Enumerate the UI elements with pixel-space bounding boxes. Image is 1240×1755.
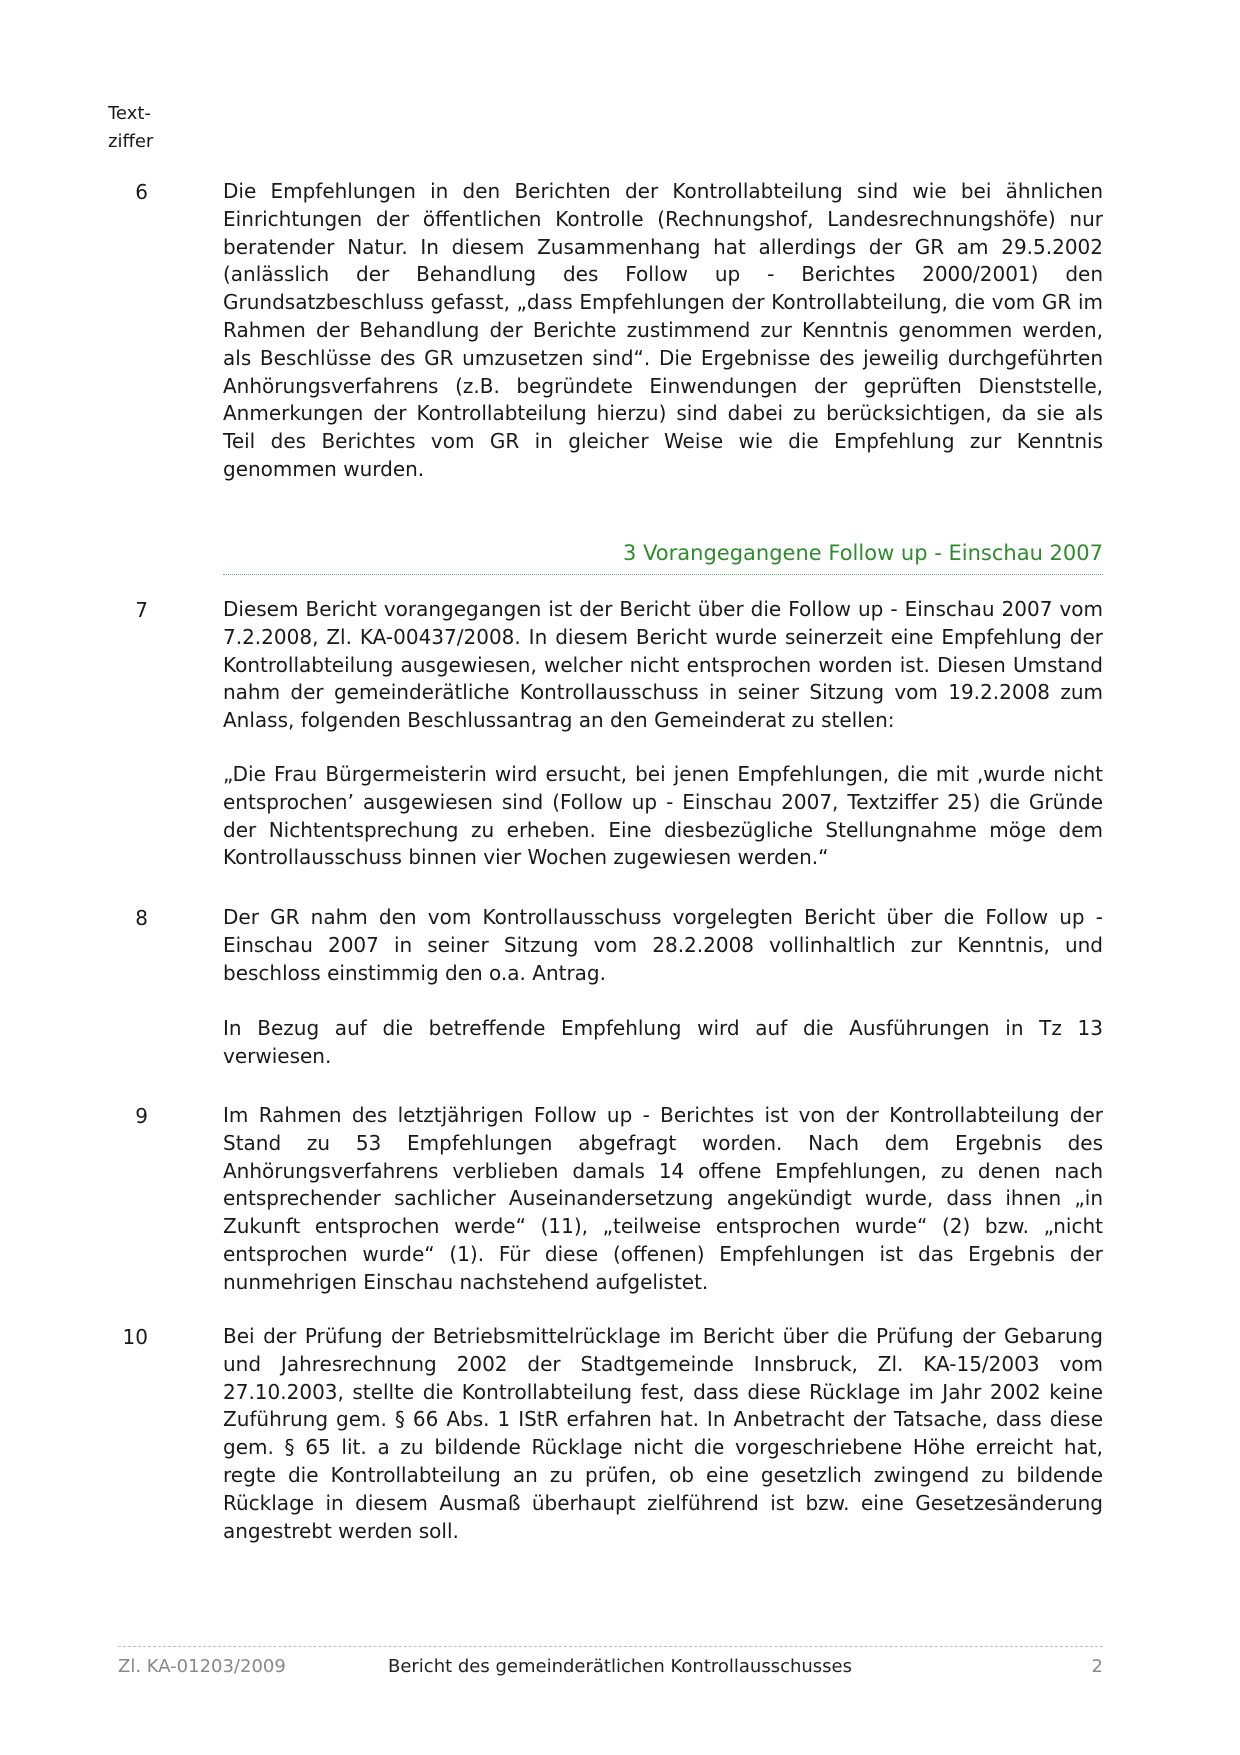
textziffer-6: 6: [135, 180, 148, 204]
paragraph-8b: In Bezug auf die betreffende Empfehlung wird auf die Ausführungen in Tz 13 verwiesen.: [223, 1016, 1103, 1068]
paragraph-8: Der GR nahm den vom Kontrollausschuss vorgelegten Bericht über die Follow up - Einschau 2007 in seiner Sitzung vom 28.2.2008 vollinhaltlich zur Kenntnis, und beschloss einstimmig den o.a. Antrag.: [223, 905, 1103, 985]
textziffer-10: 10: [122, 1325, 148, 1349]
textziffer-7: 7: [135, 598, 148, 622]
paragraph-7: Diesem Bericht vorangegangen ist der Bericht über die Follow up - Einschau 2007 vom 7.2.2008, Zl. KA-00437/2008. In diesem Bericht wurde seinerzeit eine Empfehlung der Kontrollabteilung ausgewiesen, welcher nicht entsprochen worden ist. Diesen Umstand nahm der gemeinderätliche Kontrollausschuss in seiner Sitzung vom 19.2.2008 zum Anlass, folgenden Beschlussantrag an den Gemeinderat zu stellen:: [223, 597, 1103, 733]
heading-divider: [223, 574, 1103, 575]
footer-title: Bericht des gemeinderätlichen Kontrollausschusses: [387, 1656, 853, 1677]
page-number: 2: [1091, 1656, 1103, 1677]
section-heading: 3 Vorangegangene Follow up - Einschau 2007: [623, 541, 1103, 565]
footer-divider: [118, 1646, 1103, 1647]
paragraph-10: Bei der Prüfung der Betriebsmittelrücklage im Bericht über die Prüfung der Gebarung und Jahresrechnung 2002 der Stadtgemeinde Innsbruck, Zl. KA-15/2003 vom 27.10.2003, stellte die Kontrollabteilung fest, dass diese Rücklage im Jahr 2002 keine Zuführung gem. § 66 Abs. 1 IStR erfahren hat. In Anbetracht der Tatsache, dass diese gem. § 65 lit. a zu bildende Rücklage nicht die vorgeschriebene Höhe erreicht hat, regte die Kontrollabteilung an zu prüfen, ob eine gesetzlich zwingend zu bildende Rücklage in diesem Ausmaß überhaupt zielführend ist bzw. eine Gesetzesänderung angestrebt werden soll.: [223, 1324, 1103, 1543]
column-label: Text- ziffer: [108, 103, 154, 152]
textziffer-8: 8: [135, 906, 148, 930]
paragraph-7-quote: „Die Frau Bürgermeisterin wird ersucht, bei jenen Empfehlungen, die mit ‚wurde nicht entsprochen’ ausgewiesen sind (Follow up - Einschau 2007, Textziffer 25) die Gründe der Nichtentsprechung zu erheben. Eine diesbezügliche Stellungnahme möge dem Kontrollausschuss binnen vier Wochen zugewiesen werden.“: [223, 762, 1103, 870]
paragraph-6: Die Empfehlungen in den Berichten der Kontrollabteilung sind wie bei ähnlichen Einrichtungen der öffentlichen Kontrolle (Rechnungshof, Landesrechnungshöfe) nur beratender Natur. In diesem Zusammenhang hat allerdings der GR am 29.5.2002 (anlässlich der Behandlung des Follow up - Berichtes 2000/2001) den Grundsatzbeschluss gefasst, „dass Empfehlungen der Kontrollabteilung, die vom GR im Rahmen der Behandlung der Berichte zustimmend zur Kenntnis genommen werden, als Beschlüsse des GR umzusetzen sind“. Die Ergebnisse des jeweilig durchgeführten Anhörungsverfahrens (z.B. begründete Einwendungen der geprüften Dienststelle, Anmerkungen der Kontrollabteilung hierzu) sind dabei zu berücksichtigen, da sie als Teil des Berichtes vom GR in gleicher Weise wie die Empfehlung zur Kenntnis genommen wurden.: [223, 179, 1103, 481]
paragraph-9: Im Rahmen des letztjährigen Follow up - Berichtes ist von der Kontrollabteilung der Stand zu 53 Empfehlungen abgefragt worden. Nach dem Ergebnis des Anhörungsverfahrens verblieben damals 14 offene Empfehlungen, zu denen nach entsprechender sachlicher Auseinandersetzung angekündigt wurde, dass ihnen „in Zukunft entsprochen werde“ (11), „teilweise entsprochen wurde“ (2) bzw. „nicht entsprochen wurde“ (1). Für diese (offenen) Empfehlungen ist das Ergebnis der nunmehrigen Einschau nachstehend aufgelistet.: [223, 1103, 1103, 1294]
textziffer-9: 9: [135, 1104, 148, 1128]
footer-reference: Zl. KA-01203/2009: [118, 1656, 286, 1677]
